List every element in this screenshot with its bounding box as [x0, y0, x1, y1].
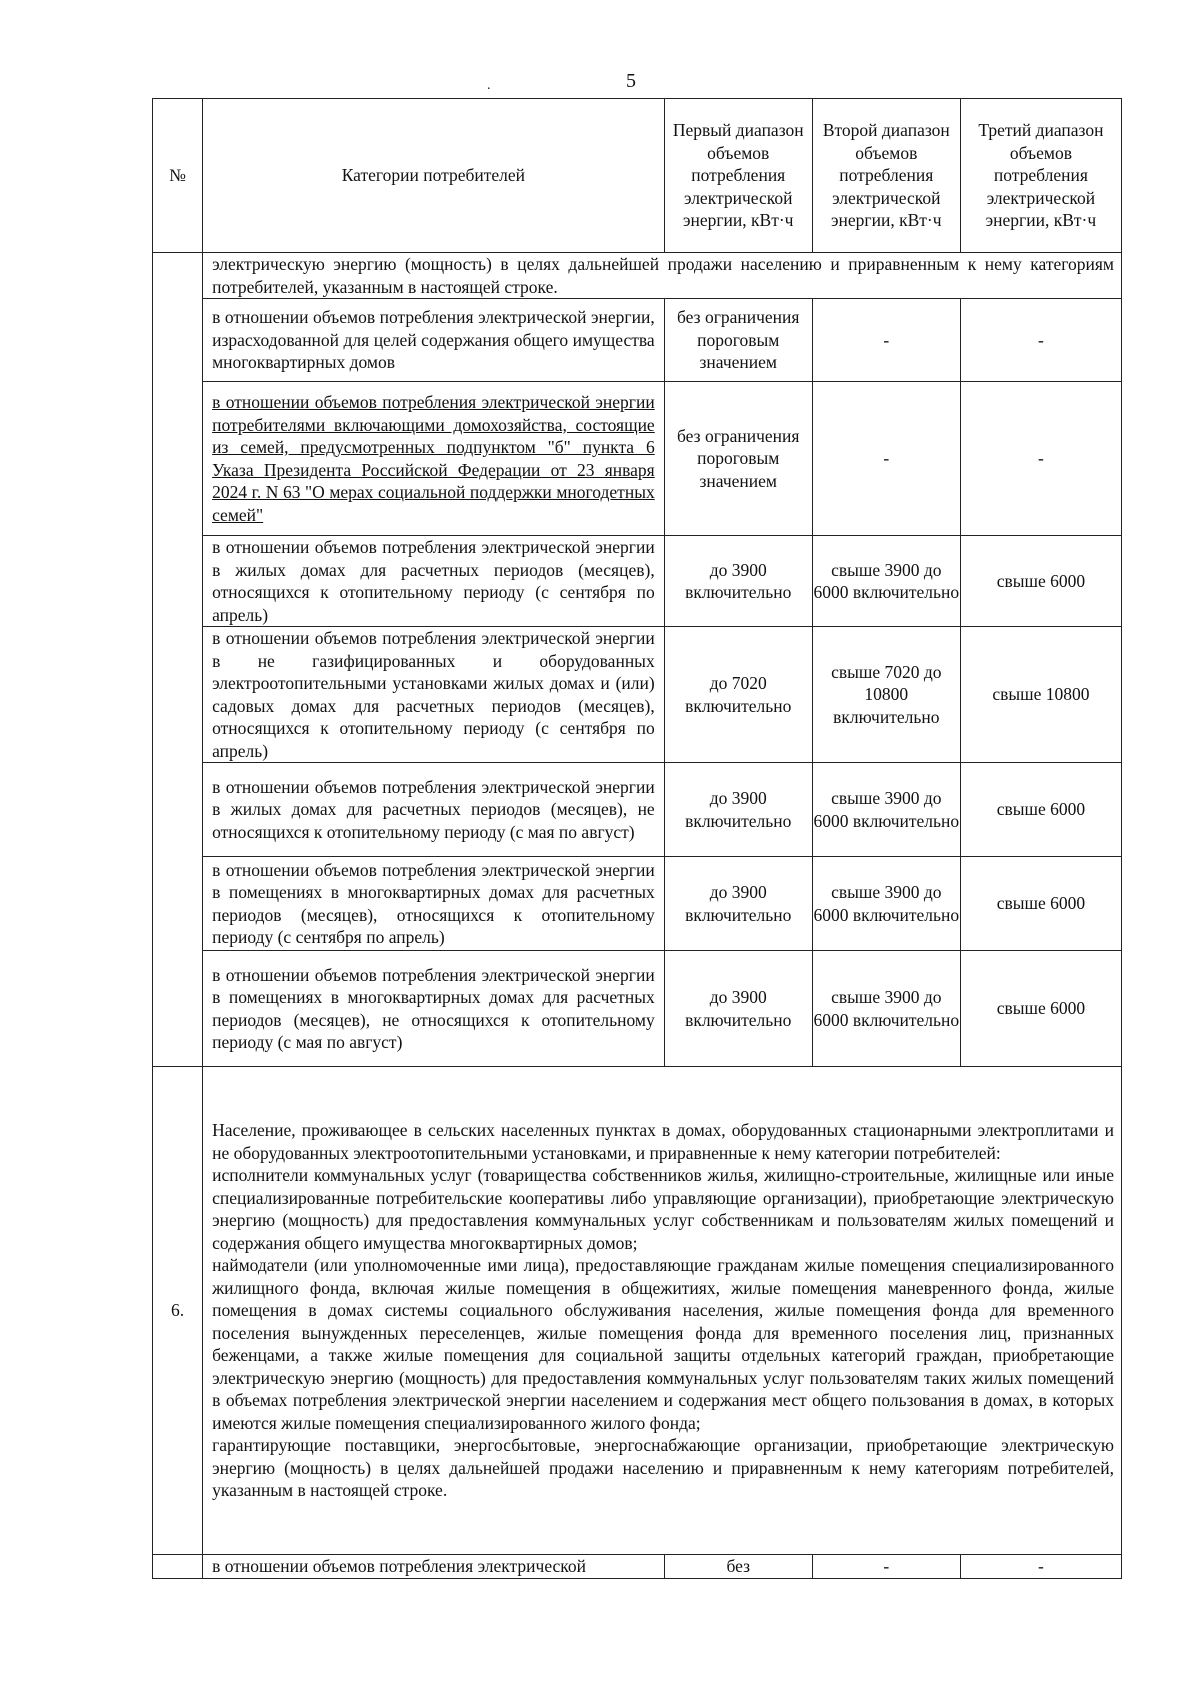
- row-range2: свыше 3900 до 6000 включительно: [812, 763, 960, 857]
- row-range1: до 3900 включительно: [664, 857, 812, 951]
- row-range3: свыше 6000: [960, 951, 1121, 1067]
- row-range2: -: [812, 299, 960, 382]
- row-category: в отношении объемов потребления электрической энергии в помещениях в многоквартирных домах для расчетных периодов (месяцев), не относящихся к отопительному периоду (с мая по август): [203, 951, 665, 1067]
- row-range3: -: [960, 382, 1121, 536]
- row-range2: свыше 7020 до 10800 включительно: [812, 627, 960, 763]
- table-row: [153, 299, 1122, 382]
- tariff-table: [152, 98, 1122, 1579]
- row-range2: -: [812, 1555, 960, 1579]
- row-range3: свыше 6000: [960, 857, 1121, 951]
- row-number-6: 6.: [153, 1067, 203, 1555]
- section-6-paragraph: исполнители коммунальных услуг (товарищества собственников жилья, жилищно-строительные, жилищные или иные специализированные потребительские кооперативы либо управляющие организации), приобретающие электрическую энергию (мощность) для предоставления коммунальных услуг собственникам и пользователям жилых помещений и содержания общего имущества многоквартирных домов;: [212, 1165, 1114, 1253]
- row-range1: до 3900 включительно: [664, 763, 812, 857]
- table-header-row: [153, 99, 1122, 253]
- row-number-cell-empty: [153, 1555, 203, 1579]
- scan-dot: .: [487, 78, 491, 93]
- header-num: №: [153, 99, 203, 253]
- row-category: в отношении объемов потребления электрической: [203, 1555, 665, 1579]
- header-category: Категории потребителей: [203, 99, 665, 253]
- row-category: в отношении объемов потребления электрической энергии, израсходованной для целей содержания общего имущества многоквартирных домов: [203, 299, 665, 382]
- row-range1: до 3900 включительно: [664, 951, 812, 1067]
- row-range2: свыше 3900 до 6000 включительно: [812, 951, 960, 1067]
- row-range1: без ограничения пороговым значением: [664, 382, 812, 536]
- table-row: [153, 382, 1122, 536]
- row-range1: без ограничения пороговым значением: [664, 299, 812, 382]
- header-range1: Первый диапазон объемов потребления электрической энергии, кВт·ч: [664, 99, 812, 253]
- table-row: [153, 951, 1122, 1067]
- header-range2: Второй диапазон объемов потребления электрической энергии, кВт·ч: [812, 99, 960, 253]
- row-range3: свыше 6000: [960, 536, 1121, 627]
- section-6-paragraph: Население, проживающее в сельских населенных пунктах в домах, оборудованных стационарными электроплитами и не оборудованных электроотопительными установками, и приравненные к нему категории потребителей:: [212, 1120, 1114, 1163]
- table-row: [153, 857, 1122, 951]
- section-6-paragraph: наймодатели (или уполномоченные ими лица), предоставляющие гражданам жилые помещения специализированного жилищного фонда, включая жилые помещения в общежитиях, жилые помещения маневренного фонда, жилые помещения в домах системы социального обслуживания населения, жилые помещения фонда для временного поселения вынужденных переселенцев, жилые помещения фонда для временного поселения лиц, признанных беженцами, а также жилые помещения для социальной защиты отдельных категорий граждан, приобретающие электрическую энергию (мощность) для предоставления коммунальных услуг пользователям таких жилых помещений в объемах потребления электрической энергии населением и содержания мест общего пользования в домах, в которых имеются жилые помещения специализированного жилого фонда;: [212, 1255, 1114, 1433]
- row-range2: свыше 3900 до 6000 включительно: [812, 536, 960, 627]
- table-row-cut: [153, 1555, 1122, 1579]
- row-range3: -: [960, 299, 1121, 382]
- row-range3: -: [960, 1555, 1121, 1579]
- table-row: [153, 536, 1122, 627]
- row-category: в отношении объемов потребления электрической энергии в жилых домах для расчетных периодов (месяцев), относящихся к отопительному периоду (с сентября по апрель): [203, 536, 665, 627]
- section-6-row: [153, 1067, 1122, 1555]
- section-6-text: [203, 1067, 1122, 1555]
- table-row: [153, 763, 1122, 857]
- row-number-cell-5: [153, 253, 203, 1067]
- row-range2: -: [812, 382, 960, 536]
- continuation-text: электрическую энергию (мощность) в целях дальнейшей продажи населению и приравненным к нему категориям потребителей, указанным в настоящей строке.: [203, 253, 1122, 299]
- header-range3: Третий диапазон объемов потребления электрической энергии, кВт·ч: [960, 99, 1121, 253]
- row-range3: свыше 6000: [960, 763, 1121, 857]
- table-row: [153, 627, 1122, 763]
- row-range1: без: [664, 1555, 812, 1579]
- row-category: в отношении объемов потребления электрической энергии в не газифицированных и оборудованных электроотопительными установками жилых домах и (или) садовых домах для расчетных периодов (месяцев), относящихся к отопительному периоду (с сентября по апрель): [203, 627, 665, 763]
- section-6-paragraph: гарантирующие поставщики, энергосбытовые, энергоснабжающие организации, приобретающие электрическую энергию (мощность) в целях дальнейшей продажи населению и приравненным к нему категориям потребителей, указанным в настоящей строке.: [212, 1435, 1114, 1501]
- row-range3: свыше 10800: [960, 627, 1121, 763]
- row-category: в отношении объемов потребления электрической энергии в жилых домах для расчетных периодов (месяцев), не относящихся к отопительному периоду (с мая по август): [203, 763, 665, 857]
- continuation-row: [153, 253, 1122, 299]
- page-number: 5: [626, 70, 636, 92]
- row-range1: до 3900 включительно: [664, 536, 812, 627]
- row-range1: до 7020 включительно: [664, 627, 812, 763]
- row-category: в отношении объемов потребления электрической энергии потребителями включающими домохозяйства, состоящие из семей, предусмотренных подпунктом "б" пункта 6 Указа Президента Российской Федерации от 23 января 2024 г. N 63 "О мерах социальной поддержки многодетных семей": [203, 382, 665, 536]
- row-range2: свыше 3900 до 6000 включительно: [812, 857, 960, 951]
- row-category: в отношении объемов потребления электрической энергии в помещениях в многоквартирных домах для расчетных периодов (месяцев), относящихся к отопительному периоду (с сентября по апрель): [203, 857, 665, 951]
